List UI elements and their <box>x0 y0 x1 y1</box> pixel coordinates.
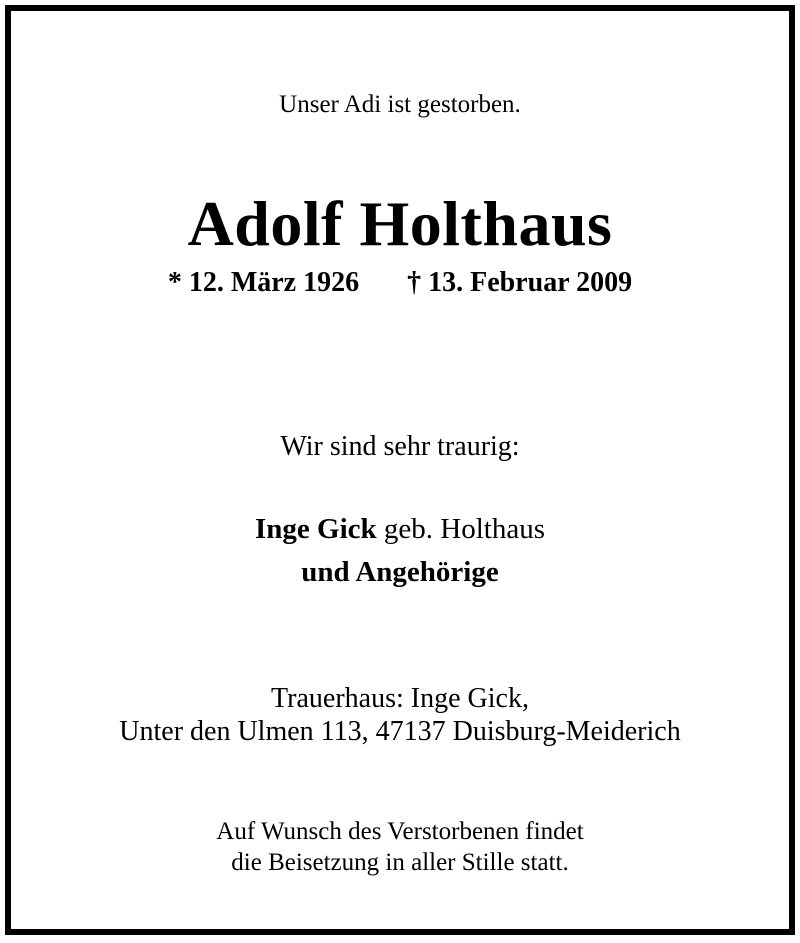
relatives-line: und Angehörige <box>301 556 499 588</box>
funeral-note-line2: die Beisetzung in aller Stille statt. <box>231 849 569 876</box>
death-date: † 13. Februar 2009 <box>407 267 633 298</box>
intro-text: Unser Adi ist gestorben. <box>279 91 521 118</box>
mourning-house-address: Unter den Ulmen 113, 47137 Duisburg-Meiderich <box>119 716 681 747</box>
life-dates <box>11 267 789 299</box>
birth-date: * 12. März 1926 <box>167 267 360 298</box>
mourning-statement: Wir sind sehr traurig: <box>280 431 520 462</box>
mourner-name: Inge Gick <box>255 513 377 545</box>
funeral-note-line1: Auf Wunsch des Verstorbenen findet <box>216 818 584 845</box>
mourner-line <box>11 513 789 546</box>
mourning-house-label: Trauerhaus: Inge Gick, <box>271 683 529 714</box>
deceased-name: Adolf Holthaus <box>187 188 613 259</box>
mourner-maiden-name: geb. Holthaus <box>383 513 545 545</box>
obituary-notice <box>5 5 795 935</box>
